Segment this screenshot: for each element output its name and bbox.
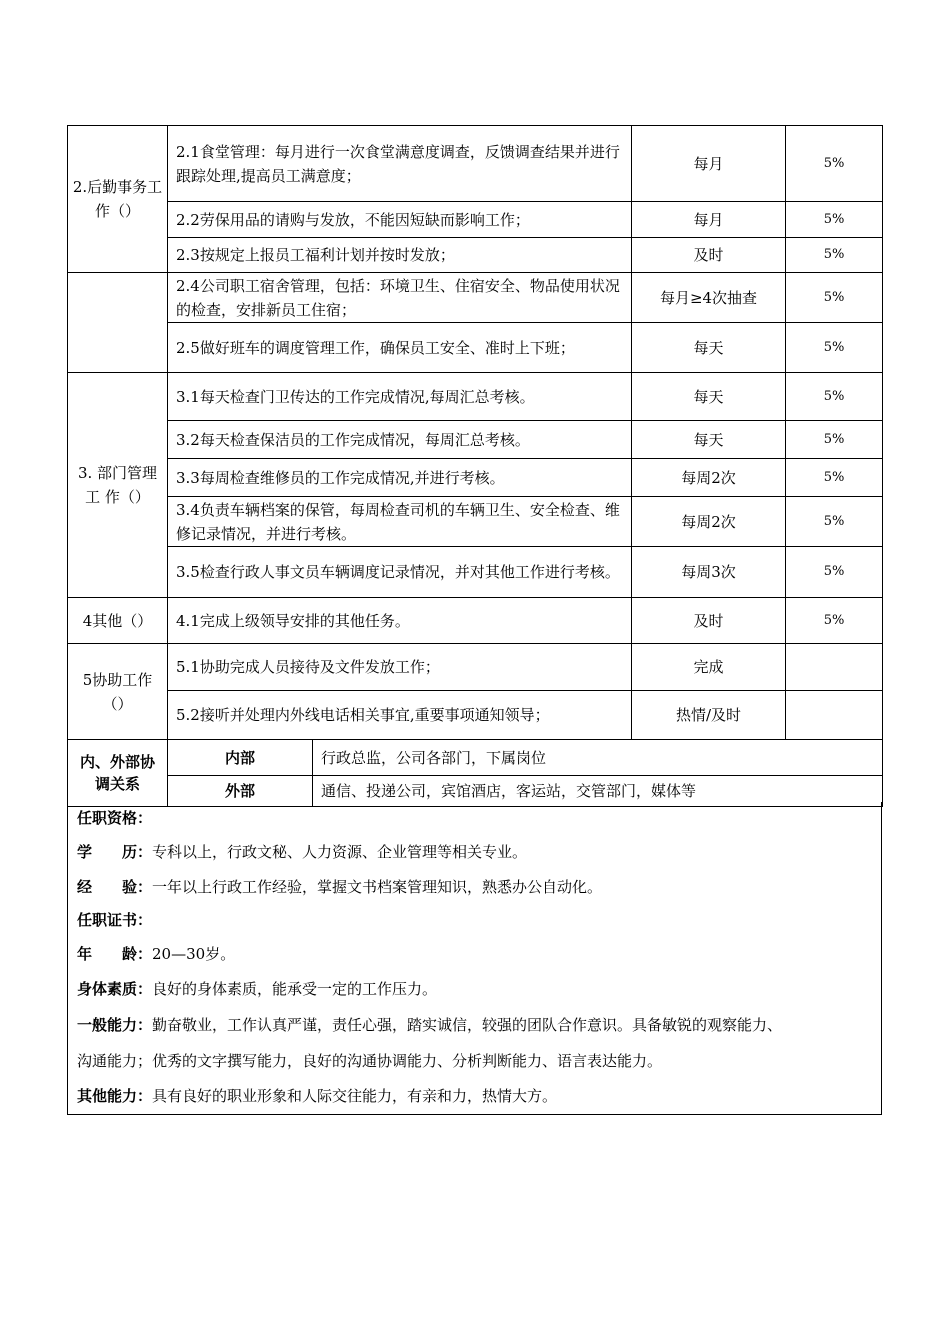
duty-frequency: 每月	[632, 202, 786, 238]
coordination-label: 内、外部协调关系	[68, 740, 168, 807]
qual-physical: 身体素质：良好的身体素质，能承受一定的工作压力。	[77, 980, 438, 998]
duty-category: 4其他（）	[68, 598, 168, 644]
duty-row	[68, 421, 883, 459]
duty-task: 3.4负责车辆档案的保管，每周检查司机的车辆卫生、安全检查、维修记录情况，并进行考核。	[168, 497, 632, 547]
duty-frequency: 每月≥4次抽查	[632, 273, 786, 323]
duty-category: 2.后勤事务工作（）	[68, 126, 168, 273]
duty-weight: 5%	[786, 202, 883, 238]
duty-row	[68, 323, 883, 373]
duty-frequency: 每月	[632, 126, 786, 202]
duty-weight: 5%	[786, 421, 883, 459]
duty-weight: 5%	[786, 323, 883, 373]
duty-weight: 5%	[786, 497, 883, 547]
duty-row	[68, 459, 883, 497]
duties-table	[67, 125, 883, 740]
external-label: 外部	[168, 776, 313, 807]
duty-category: 3. 部门管理 工 作（）	[68, 373, 168, 598]
duty-row	[68, 598, 883, 644]
duty-task: 2.3按规定上报员工福利计划并按时发放；	[168, 238, 632, 273]
qual-age: 年 龄：20—30岁。	[77, 945, 236, 963]
duty-task: 5.1协助完成人员接待及文件发放工作；	[168, 644, 632, 691]
qual-other: 其他能力：具有良好的职业形象和人际交往能力，有亲和力，热情大方。	[77, 1087, 558, 1105]
duty-weight	[786, 691, 883, 740]
duty-frequency: 每天	[632, 373, 786, 421]
duty-weight: 5%	[786, 126, 883, 202]
qual-title: 任职资格：	[77, 809, 153, 827]
duty-row	[68, 644, 883, 691]
duty-frequency: 及时	[632, 238, 786, 273]
duty-task: 2.5做好班车的调度管理工作，确保员工安全、准时上下班；	[168, 323, 632, 373]
duty-row	[68, 273, 883, 323]
duty-task: 2.2劳保用品的请购与发放，不能因短缺而影响工作；	[168, 202, 632, 238]
qual-general-cont: 沟通能力；优秀的文字撰写能力，良好的沟通协调能力、分析判断能力、语言表达能力。	[77, 1052, 663, 1070]
duty-weight: 5%	[786, 238, 883, 273]
duty-task: 3.5检查行政人事文员车辆调度记录情况，并对其他工作进行考核。	[168, 547, 632, 598]
duty-weight: 5%	[786, 547, 883, 598]
duty-frequency: 每周2次	[632, 459, 786, 497]
duty-row	[68, 497, 883, 547]
duty-task: 2.1食堂管理：每月进行一次食堂满意度调查，反馈调查结果并进行跟踪处理,提高员工满意度；	[168, 126, 632, 202]
duty-category: 5协助工作（）	[68, 644, 168, 740]
duty-task: 5.2接听并处理内外线电话相关事宜,重要事项通知领导；	[168, 691, 632, 740]
duty-row	[68, 126, 883, 202]
qual-experience: 经 验：一年以上行政工作经验，掌握文书档案管理知识，熟悉办公自动化。	[77, 878, 603, 896]
duty-frequency: 及时	[632, 598, 786, 644]
internal-label: 内部	[168, 740, 313, 776]
duty-frequency: 每天	[632, 323, 786, 373]
duty-frequency: 每天	[632, 421, 786, 459]
coordination-table	[67, 739, 883, 807]
qual-education: 学 历：专科以上，行政文秘、人力资源、企业管理等相关专业。	[77, 843, 528, 861]
duty-task: 4.1完成上级领导安排的其他任务。	[168, 598, 632, 644]
duty-frequency: 每周2次	[632, 497, 786, 547]
duty-row	[68, 547, 883, 598]
qual-certificate: 任职证书：	[77, 911, 153, 929]
duty-task: 3.3每周检查维修员的工作完成情况,并进行考核。	[168, 459, 632, 497]
duty-task: 2.4公司职工宿舍管理，包括：环境卫生、住宿安全、物品使用状况的检查，安排新员工住宿；	[168, 273, 632, 323]
duty-weight: 5%	[786, 273, 883, 323]
duty-task: 3.1每天检查门卫传达的工作完成情况,每周汇总考核。	[168, 373, 632, 421]
duty-frequency: 完成	[632, 644, 786, 691]
duty-row	[68, 238, 883, 273]
duty-category	[68, 273, 168, 373]
duty-row	[68, 202, 883, 238]
duty-weight	[786, 644, 883, 691]
qualifications-section	[67, 802, 882, 1115]
qual-general: 一般能力：勤奋敬业，工作认真严谨，责任心强，踏实诚信，较强的团队合作意识。具备敏锐的观察能力、	[77, 1016, 783, 1034]
internal-value: 行政总监，公司各部门，下属岗位	[313, 740, 883, 776]
duty-frequency: 每周3次	[632, 547, 786, 598]
external-value: 通信、投递公司，宾馆酒店，客运站，交管部门，媒体等	[313, 776, 883, 807]
duty-weight: 5%	[786, 598, 883, 644]
duty-task: 3.2每天检查保洁员的工作完成情况，每周汇总考核。	[168, 421, 632, 459]
duty-frequency: 热情/及时	[632, 691, 786, 740]
duty-weight: 5%	[786, 373, 883, 421]
duty-weight: 5%	[786, 459, 883, 497]
duty-row	[68, 373, 883, 421]
duty-row	[68, 691, 883, 740]
